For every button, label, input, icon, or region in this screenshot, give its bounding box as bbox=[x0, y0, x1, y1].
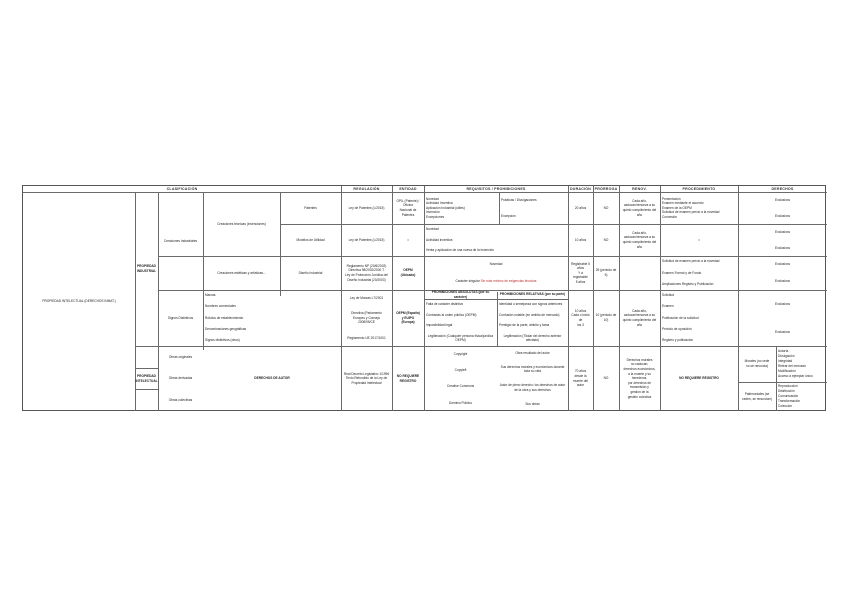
diseno-requisitos: Novedad Carácter singular Sin más mínimo de exigencias técnicas bbox=[455, 262, 537, 284]
signos-prohibiciones-absolutas: Falta de carácter distintivo Contrarias al orden público (OEPM) Imposibilidad legal Legitimación (Cualquier persona física/jurídica OEPM) bbox=[426, 302, 494, 343]
obras-derivadas: Obras derivadas bbox=[168, 376, 193, 381]
diseno-prorroga: 25 (periodo de 5) bbox=[595, 268, 617, 277]
diseno-duracion: Registrable 5 años Y a registrable 5 años bbox=[571, 261, 590, 284]
modelos-derechos: Exclusivos Exclusivos bbox=[774, 229, 791, 250]
modelos-type: Modelos de Utilidad bbox=[296, 237, 325, 242]
signos-prohibiciones-relativas: Identidad o semejanza con signos anteriores Confusión notable (en ámbito de mercado) Prestigio de la parte, ámbito y fama Legitimación (Titular del derecho anterior afectado) bbox=[499, 302, 563, 343]
diseno-entidad: OEPM (Ubicado) bbox=[400, 268, 416, 277]
header-clasificacion: CLASIFICACIÓN bbox=[166, 186, 198, 191]
patentes-derechos: Exclusivos Exclusivos bbox=[774, 197, 791, 218]
derechos-patrimoniales-list: Reproducción Distribución Comunicación Transformación Colección bbox=[778, 384, 801, 408]
modelos-requisitos: Novedad Actividad inventiva Venta y aplicación de una nueva de la invención bbox=[426, 227, 495, 253]
signos-regulacion: Ley de Marcas L7/2001 Directiva (Parlamento Europeo y Consejo 2008/95/CE Reglamento UE 2017/1001 bbox=[347, 295, 386, 340]
intelectual-procedimiento: NO REQUIERE REGISTRO bbox=[679, 376, 719, 381]
header-procedimiento: PROCEDIMIENTO bbox=[682, 186, 716, 191]
signos-label: Signos Distintivos bbox=[167, 315, 194, 320]
patentes-requisitos-left: Novedad Actividad Inventiva Aplicación Industrial (utiles) Invención Excepciones bbox=[426, 196, 465, 219]
modelos-duracion: 10 años bbox=[574, 237, 587, 242]
signos-items: Marcas Nombres comerciales Rótulos de establecimiento Denominaciones geográficas Signos distintivos (otros) bbox=[205, 293, 247, 343]
header-duracion: DURACIÓN bbox=[570, 186, 591, 191]
signos-derechos: Exclusivos Exclusivos bbox=[774, 301, 791, 334]
intelectual-requisitos: Obra resultado del autor Sus derechos morales y económicos durante toda su vida Autor de pleno derecho: los derechos de autor de la obra y sus derechos Sus obras bbox=[499, 350, 566, 406]
patentes-prorroga: NO bbox=[603, 205, 609, 210]
creaciones-esteticas-label: Creaciones estéticas y artísticas... bbox=[217, 270, 266, 275]
obras-originales: Obras originales bbox=[168, 354, 193, 359]
patentes-type: Patentes bbox=[304, 205, 317, 210]
creaciones-label: Creaciones Industriales bbox=[163, 238, 198, 243]
derechos-de-autor-label: DERECHOS DE AUTOR bbox=[254, 376, 290, 381]
patentes-regulacion: Ley de Patentes (L/2015) bbox=[348, 205, 385, 210]
modelos-procedimiento: = bbox=[698, 237, 700, 242]
patentes-renov: Cada año, caducan/renueva a su quinto cumplimiento del año bbox=[622, 198, 657, 217]
derechos-patrimoniales-label: Patrimoniales (se ceden, se renuncian) bbox=[742, 391, 772, 401]
signos-prohibiciones-absolutas-title: PROHIBICIONES ABSOLUTAS (por su carácter) bbox=[431, 290, 490, 299]
intelectual-entidad: NO REQUIERE REGISTRO bbox=[396, 373, 420, 383]
intellectual-property-table bbox=[22, 185, 826, 411]
signos-duracion: 10 años Cada o inicio de los 3 bbox=[571, 308, 590, 327]
intelectual-renov: Derechos morales no caducan; derechos económicos, a la muerte y su herederos, por derechos de transmisión y gestión de la gestión colectiva bbox=[623, 357, 656, 399]
modelos-regulacion: Ley de Patentes (L/2015) bbox=[348, 237, 385, 242]
patentes-procedimiento: Presentación Examen mediante el acuerdo Examen de la OEPM Solicitud de examen previo a la novedad Concesión bbox=[662, 196, 720, 219]
intelectual-duracion: 70 años desde la muerte del autor bbox=[572, 369, 589, 388]
intelectual-regulacion: Real Decreto Legislativo 1/1996 Texto Refundido de la Ley de Propiedad Intelectual bbox=[343, 371, 390, 385]
intelectual-prorroga: NO bbox=[603, 376, 609, 381]
root-label: PROPIEDAD INTELECTUAL (DERECHOS INMAT.) bbox=[42, 299, 116, 304]
header-regulacion: REGULACIÓN bbox=[353, 186, 380, 191]
obras-colectivas: Obras colectivas bbox=[168, 397, 193, 402]
derechos-morales-label: Morales (no cede no se renuncia) bbox=[744, 359, 770, 368]
signos-procedimiento: Solicitud Examen Publicación de la solicitud Periodo de oposición Registro y publicación bbox=[662, 293, 699, 343]
header-requisitos: REQUISITOS / PROHIBICIONES bbox=[466, 186, 526, 191]
diseno-regulacion: Reglamento NP (20/6/2002) Directiva 98/2002/2000 T. Ley de Protección Jurídica del Diseño Industrial (20/2003) bbox=[345, 263, 388, 282]
header-prorroga: PRÓRROGA bbox=[594, 186, 618, 191]
diseno-derechos: Exclusivos Exclusivos bbox=[774, 262, 791, 284]
diseno-requisitos-note: Sin más mínimo de exigencias técnicas bbox=[480, 279, 537, 284]
modelos-prorroga: NO bbox=[603, 237, 609, 242]
modelos-entidad: = bbox=[407, 237, 409, 242]
signos-renov: Cada año, caducan/renueva a su quinto cumplimiento del año bbox=[622, 308, 657, 327]
header-renov: RENOV. bbox=[632, 186, 647, 191]
signos-prohibiciones-relativas-title: PROHIBICIONES RELATIVAS (por su parte) bbox=[499, 292, 566, 297]
header-derechos: DERECHOS bbox=[771, 186, 794, 191]
patentes-entidad: OPIL (Patente) / Oficina Nacional de Patentes bbox=[396, 198, 420, 217]
patentes-duracion: 20 años bbox=[574, 205, 587, 210]
intelectual-label: PROPIEDAD INTELECTUAL bbox=[135, 373, 158, 383]
diseno-type: Diseño Industrial bbox=[298, 270, 323, 275]
signos-prorroga: 10 (periodo de 10) bbox=[595, 313, 617, 322]
patentes-requisitos-right: Prácticas / Divulgaciones Excepción bbox=[501, 197, 537, 218]
diseno-procedimiento: Solicitud de examen previo a la novedad Examen Formal y de Fondo Ampliaciones Registro y Publicación bbox=[662, 259, 720, 287]
header-entidad: ENTIDAD bbox=[399, 186, 417, 191]
signos-entidad: OEPM (España) y EUIPO (Europa) bbox=[396, 311, 420, 325]
derechos-morales-list: Autoría Divulgación Integridad Retirar del mercado Modificación Acceso a ejemplar único bbox=[778, 349, 813, 378]
industrial-label: PROPIEDAD INDUSTRIAL bbox=[136, 264, 157, 273]
modelos-renov: Cada año, caducan/renueva a su quinto cumplimiento del año bbox=[622, 230, 657, 249]
intelectual-licencias: Copyright Copyleft Creative Commons Dominio Público bbox=[446, 351, 475, 405]
creaciones-tecnicas-label: Creaciones técnicas (invenciones) bbox=[217, 221, 266, 226]
